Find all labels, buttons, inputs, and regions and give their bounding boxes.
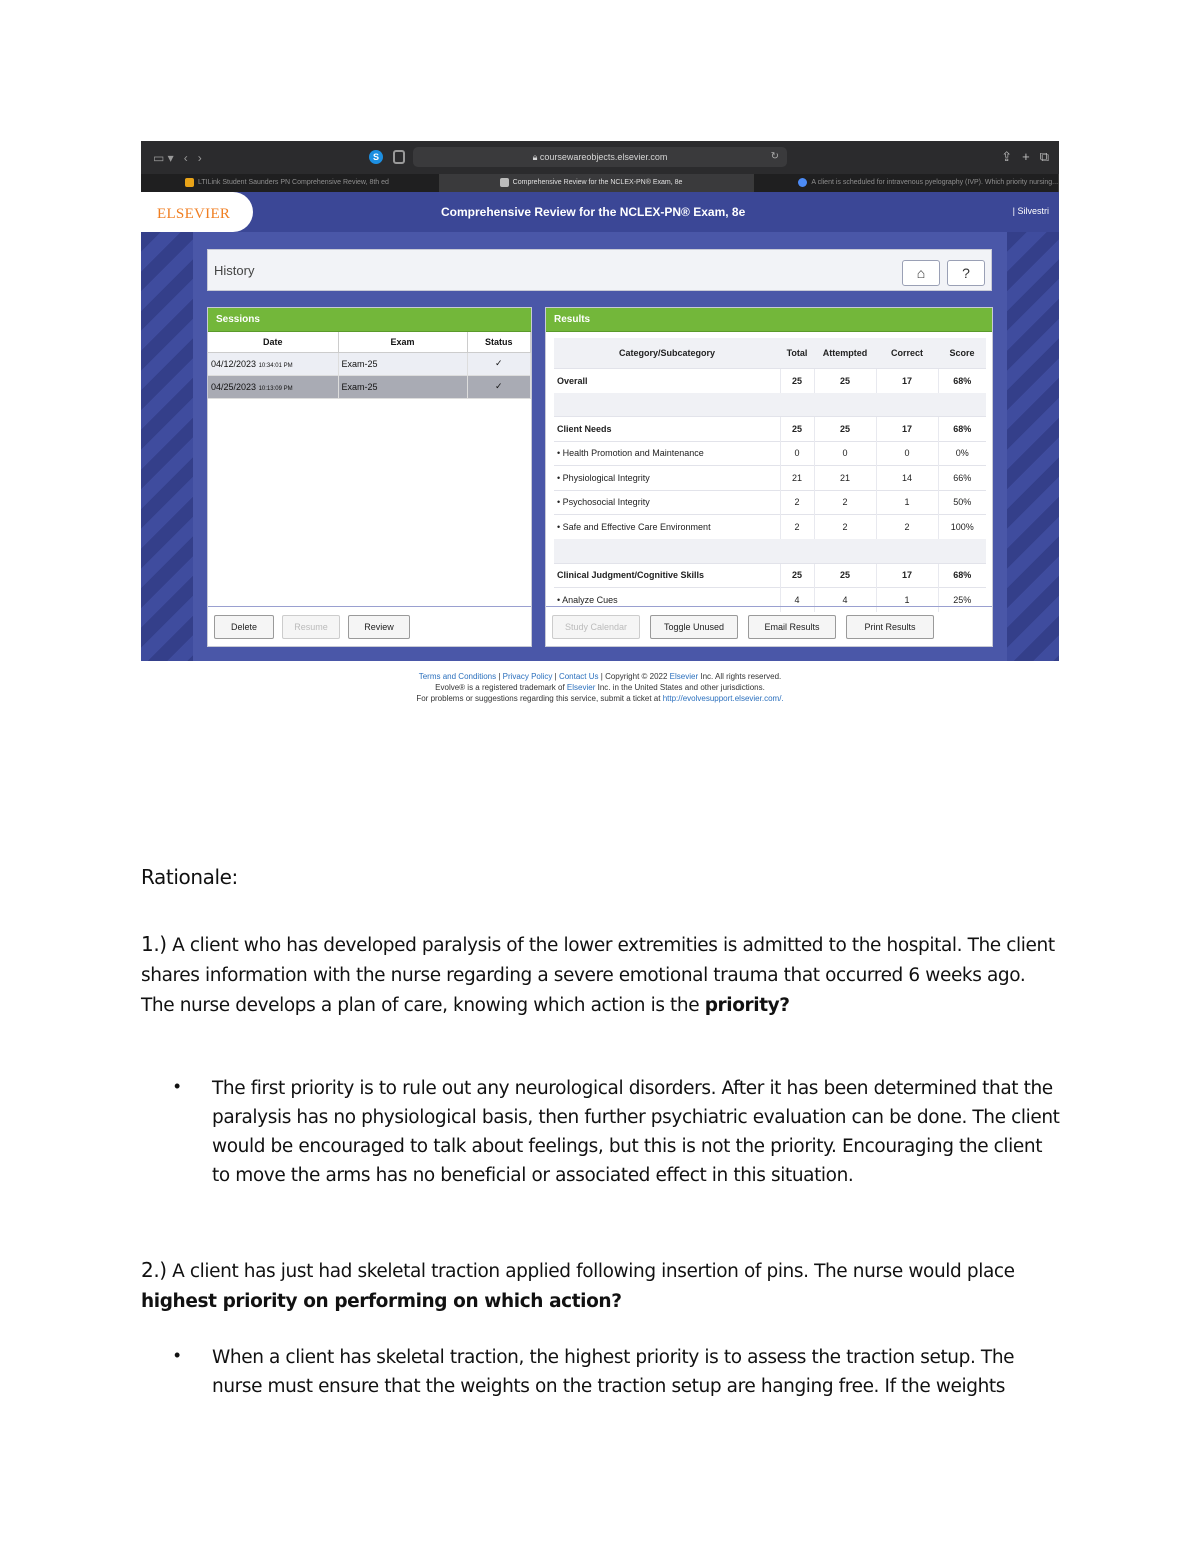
session-date: 04/25/2023 10:13:09 PM (208, 375, 338, 398)
trademark-text: Evolve® is a registered trademark of (435, 683, 565, 692)
total-cell: 25 (780, 368, 814, 393)
score-cell: 50% (938, 490, 986, 515)
column-header: Correct (890, 347, 923, 358)
stripe-decoration (1007, 232, 1059, 661)
tab-favicon-icon (500, 178, 509, 187)
browser-toolbar (141, 141, 1059, 174)
column-header: Total (786, 347, 808, 358)
session-exam: Exam-25 (338, 375, 467, 398)
category-cell: • Analyze Cues (554, 588, 780, 613)
footer-line-3 (0, 693, 1200, 704)
terms-link[interactable]: Terms and Conditions (418, 672, 497, 681)
support-link[interactable]: http://evolvesupport.elsevier.com/. (662, 694, 784, 703)
app-title: Comprehensive Review for the NCLEX-PN® Exam, 8e (441, 205, 746, 219)
results-row (554, 490, 986, 515)
question-emphasis: highest priority on performing on which action? (141, 1291, 622, 1312)
elsevier-link[interactable]: Elsevier (566, 683, 596, 692)
correct-cell: 17 (876, 417, 938, 442)
address-bar[interactable] (413, 147, 787, 167)
correct-cell: 0 (876, 441, 938, 466)
results-row (554, 417, 986, 442)
results-row (554, 441, 986, 466)
score-cell: 68% (938, 417, 986, 442)
column-header[interactable]: Date (208, 332, 338, 352)
back-icon[interactable]: ‹ (183, 150, 188, 165)
score-cell: 25% (938, 588, 986, 613)
browser-tab-bar (141, 174, 1059, 192)
question-emphasis: priority? (704, 995, 790, 1016)
question-number: 2.) (141, 1258, 167, 1282)
print-results-button[interactable]: Print Results (846, 615, 934, 639)
copyright-text: Copyright © 2022 (605, 672, 668, 681)
reload-icon[interactable]: ↻ (770, 151, 779, 162)
spacer-row (554, 393, 986, 417)
browser-tab[interactable] (754, 174, 1059, 192)
column-header: Category/Subcategory (618, 347, 716, 358)
tab-favicon-icon (798, 178, 807, 187)
total-cell: 2 (780, 515, 814, 540)
footer-line-2 (0, 682, 1200, 693)
attempted-cell: 25 (814, 417, 876, 442)
score-cell: 68% (938, 368, 986, 393)
url-text: coursewareobjects.elsevier.com (539, 152, 668, 162)
correct-cell: 2 (876, 515, 938, 540)
stripe-decoration (141, 232, 193, 661)
status-check-icon: ✓ (467, 375, 531, 398)
total-cell: 25 (780, 417, 814, 442)
total-cell: 21 (780, 466, 814, 491)
delete-button[interactable]: Delete (214, 615, 274, 639)
logo-tab (141, 192, 253, 232)
correct-cell: 17 (876, 563, 938, 588)
history-bar (207, 249, 992, 291)
correct-cell: 14 (876, 466, 938, 491)
attempted-cell: 4 (814, 588, 876, 613)
tab-label: LTILink Student Saunders PN Comprehensive Review, 8th ed (198, 179, 389, 186)
results-footer (546, 606, 992, 646)
attempted-cell: 25 (814, 368, 876, 393)
category-cell: Overall (554, 368, 780, 393)
session-row[interactable] (208, 352, 531, 375)
browser-tab[interactable] (141, 174, 440, 192)
attempted-cell: 0 (814, 441, 876, 466)
results-row (554, 563, 986, 588)
correct-cell: 17 (876, 368, 938, 393)
category-cell: • Physiological Integrity (554, 466, 780, 491)
home-button[interactable] (902, 260, 940, 286)
privacy-link[interactable]: Privacy Policy (502, 672, 553, 681)
spacer-row (554, 539, 986, 563)
category-cell: Clinical Judgment/Cognitive Skills (554, 563, 780, 588)
user-name[interactable]: | Silvestri (1012, 206, 1049, 216)
sessions-header: Sessions (208, 308, 531, 332)
attempted-cell: 21 (814, 466, 876, 491)
score-cell: 100% (938, 515, 986, 540)
copyright-text: Inc. All rights reserved. (700, 672, 782, 681)
tab-label: A client is scheduled for intravenous pyelography (IVP). Which priority nursing... (811, 179, 1059, 186)
contact-link[interactable]: Contact Us (558, 672, 599, 681)
category-cell: Client Needs (554, 417, 780, 442)
study-calendar-button[interactable]: Study Calendar (552, 615, 640, 639)
results-scroll-area[interactable] (554, 338, 986, 605)
results-header: Results (546, 308, 992, 332)
trademark-text: Inc. in the United States and other jurisdictions. (597, 683, 765, 692)
question-2 (141, 1255, 1061, 1317)
support-text: For problems or suggestions regarding this service, submit a ticket at (416, 694, 661, 703)
share-icon[interactable]: ⇪ (1001, 149, 1013, 164)
elsevier-logo: ELSEVIER (157, 206, 231, 222)
new-tab-icon[interactable]: + (1022, 149, 1030, 164)
answer-1: The first priority is to rule out any neurological disorders. After it has been determined that the paralysis has no physiological basis, then further psychiatric evaluation can be done. The client would be encouraged to talk about feelings, but this is not the priority. Encouraging the client to move the arms has no beneficial or associated effect in this situation. (212, 1078, 1060, 1186)
bullet-icon: • (174, 1345, 181, 1365)
total-cell: 4 (780, 588, 814, 613)
results-header-row (554, 338, 986, 368)
results-row (554, 515, 986, 540)
results-table (554, 338, 986, 612)
score-cell: 68% (938, 563, 986, 588)
attempted-cell: 2 (814, 515, 876, 540)
forward-icon[interactable]: › (197, 150, 202, 165)
screenshot (141, 141, 1059, 661)
results-row (554, 368, 986, 393)
question-number: 1.) (141, 932, 167, 956)
home-icon: ⌂ (916, 265, 926, 281)
tab-favicon-icon (185, 178, 194, 187)
question-text: A client who has developed paralysis of the lower extremities is admitted to the hospital. The client shares information with the nurse regarding a severe emotional trauma that occurred 6 weeks ago. The nurse develops a plan of care, knowing which action is the (141, 935, 1055, 1016)
attempted-cell: 25 (814, 563, 876, 588)
sessions-footer (208, 606, 531, 646)
sessions-panel (207, 307, 532, 647)
column-header: Score (949, 347, 975, 358)
toggle-unused-button[interactable]: Toggle Unused (650, 615, 738, 639)
session-date: 04/12/2023 10:34:01 PM (208, 352, 338, 375)
privacy-shield-icon[interactable] (393, 150, 405, 164)
session-exam: Exam-25 (338, 352, 467, 375)
help-icon: ? (962, 265, 970, 281)
results-panel (545, 307, 993, 647)
app-header (141, 192, 1059, 232)
sessions-table (208, 332, 531, 399)
rationale-heading: Rationale: (141, 865, 238, 889)
tab-label: Comprehensive Review for the NCLEX-PN® Exam, 8e (512, 179, 683, 186)
review-button[interactable]: Review (348, 615, 410, 639)
elsevier-link[interactable]: Elsevier (669, 672, 699, 681)
category-cell: • Safe and Effective Care Environment (554, 515, 780, 540)
total-cell: 0 (780, 441, 814, 466)
help-button[interactable] (947, 260, 985, 286)
footer-line-1: Terms and Conditions | Privacy Policy | Contact Us | Copyright © 2022 Elsevier Inc. All rights reserved. (418, 672, 782, 681)
tab-overview-icon[interactable]: ⧉ (1039, 149, 1049, 164)
column-header[interactable]: Status (467, 332, 531, 352)
resume-button[interactable]: Resume (282, 615, 340, 639)
answer-2: When a client has skeletal traction, the highest priority is to assess the traction setup. The nurse must ensure that the weights on the traction setup are hanging free. If the weights (212, 1347, 1015, 1397)
category-cell: • Psychosocial Integrity (554, 490, 780, 515)
correct-cell: 1 (876, 490, 938, 515)
email-results-button[interactable]: Email Results (748, 615, 836, 639)
session-row-selected[interactable] (208, 375, 531, 398)
total-cell: 25 (780, 563, 814, 588)
category-cell: • Health Promotion and Maintenance (554, 441, 780, 466)
attempted-cell: 2 (814, 490, 876, 515)
bullet-icon: • (174, 1076, 181, 1096)
score-cell: 0% (938, 441, 986, 466)
correct-cell: 1 (876, 588, 938, 613)
skype-extension-icon[interactable]: S (369, 150, 383, 164)
results-row (554, 466, 986, 491)
question-text: A client has just had skeletal traction applied following insertion of pins. The nurse would place (172, 1261, 1015, 1282)
sidebar-toggle-icon[interactable]: ▭ ▾ (153, 150, 174, 165)
page-title: History (214, 263, 255, 278)
status-check-icon: ✓ (467, 352, 531, 375)
score-cell: 66% (938, 466, 986, 491)
browser-tab-active[interactable] (440, 174, 755, 192)
total-cell: 2 (780, 490, 814, 515)
question-1 (141, 929, 1061, 1021)
lock-icon: 🔒︎ (532, 152, 540, 162)
site-footer (0, 671, 1200, 704)
column-header[interactable]: Exam (338, 332, 467, 352)
column-header: Attempted (822, 347, 868, 358)
